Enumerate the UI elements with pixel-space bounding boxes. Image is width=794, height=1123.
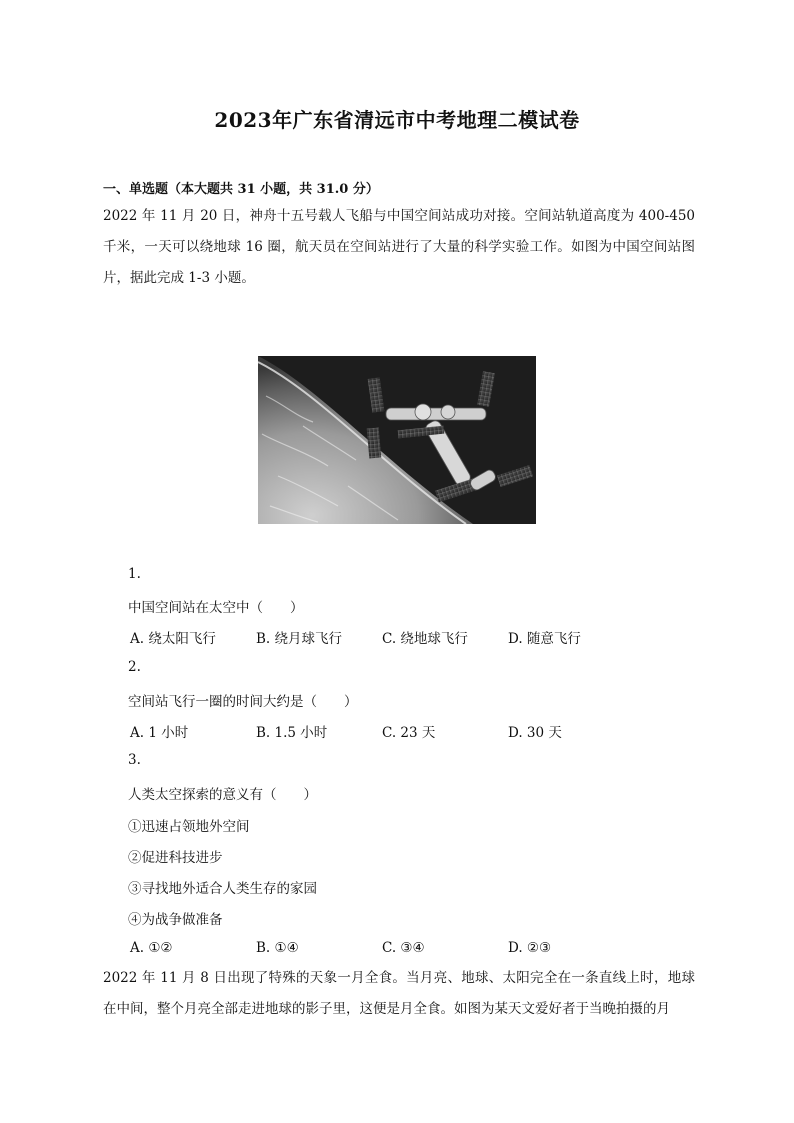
intro-paragraph: 2022 年 11 月 20 日，神舟十五号载人飞船与中国空间站成功对接。空间站轨道高度为 400-450 千米，一天可以绕地球 16 圈，航天员在空间站进行了大量的科学实验工作。如图为中国空间站图片，据此完成 1-3 小题。: [103, 208, 695, 286]
option-b: B. 绕月球飞行: [256, 631, 343, 647]
question-2-stem: 空间站飞行一圈的时间大约是（ ）: [128, 694, 358, 710]
option-d: D. 30 天: [508, 725, 562, 741]
statement-1: ①迅速占领地外空间: [128, 819, 250, 835]
option-b: B. ①④: [256, 940, 299, 956]
section-heading: 一、单选题（本大题共 31 小题，共 31.0 分）: [103, 182, 379, 197]
statement-4: ④为战争做准备: [128, 912, 223, 928]
question-3-stem: 人类太空探索的意义有（ ）: [128, 787, 317, 803]
option-a: A. ①②: [130, 940, 173, 956]
option-a: A. 绕太阳飞行: [130, 631, 216, 647]
option-d: D. ②③: [508, 940, 552, 956]
page-title: 2023年广东省清远市中考地理二模试卷: [214, 108, 580, 132]
statement-2: ②促进科技进步: [128, 850, 223, 866]
option-b: B. 1.5 小时: [256, 725, 328, 741]
question-1-number: 1.: [128, 566, 141, 582]
question-3-number: 3.: [128, 752, 141, 768]
statement-3: ③寻找地外适合人类生存的家园: [128, 881, 317, 897]
option-a: A. 1 小时: [130, 725, 189, 741]
second-paragraph: 2022 年 11 月 8 日出现了特殊的天象一月全食。当月亮、地球、太阳完全在一条直线上时，地球在中间，整个月亮全部走进地球的影子里，这便是月全食。如图为某天文爱好者于当晚拍摄的月: [103, 970, 695, 1017]
option-d: D. 随意飞行: [508, 631, 581, 647]
option-c: C. 绕地球飞行: [382, 631, 468, 647]
question-1-stem: 中国空间站在太空中（ ）: [128, 600, 304, 616]
option-c: C. ③④: [382, 940, 425, 956]
question-2-number: 2.: [128, 659, 141, 675]
option-c: C. 23 天: [382, 725, 436, 741]
space-station-photo: [258, 356, 536, 524]
